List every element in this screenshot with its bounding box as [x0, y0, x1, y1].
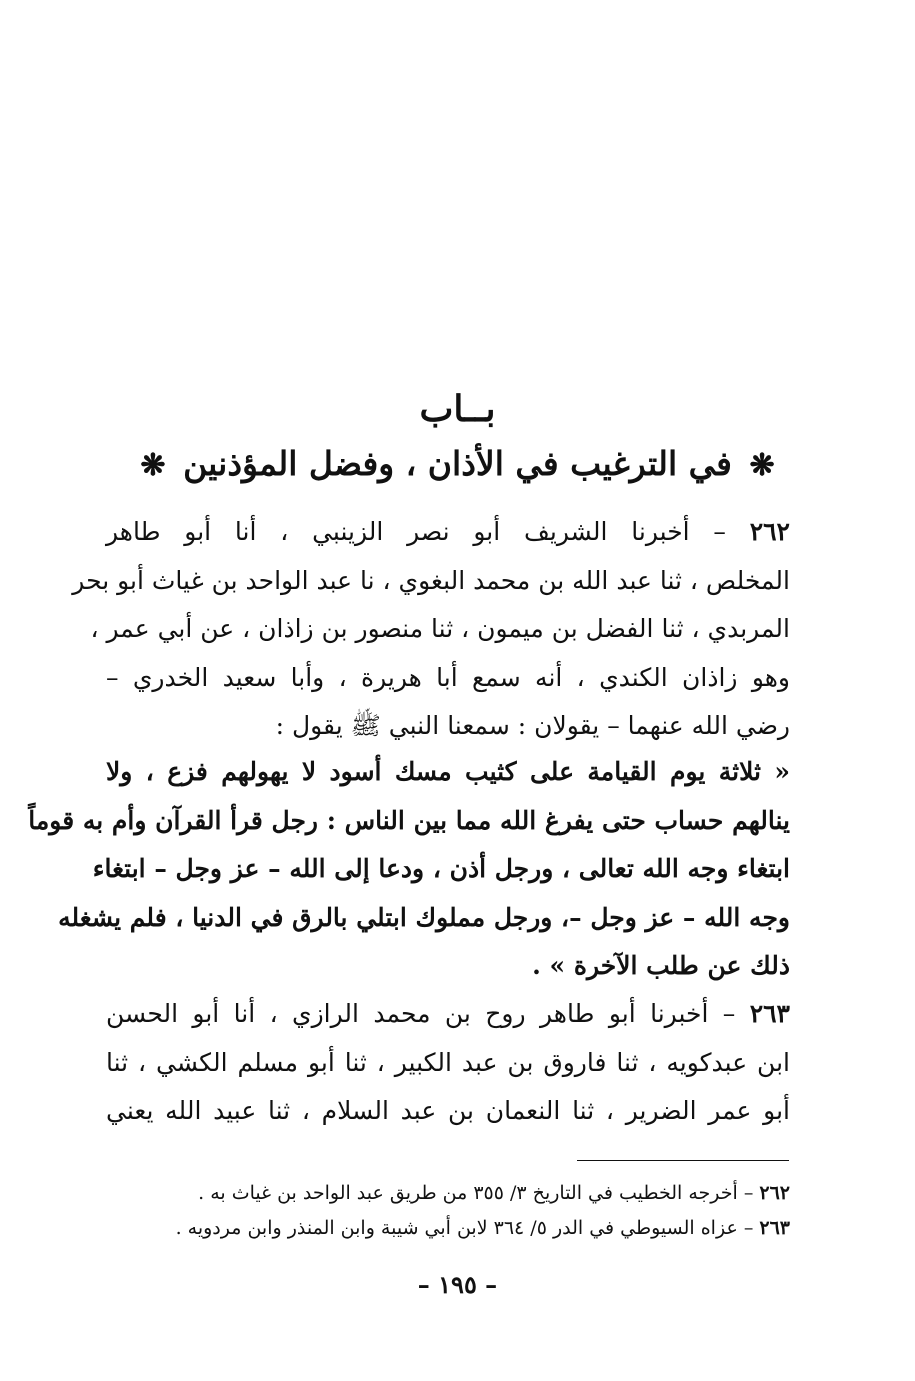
text-line: وجه الله – عز وجل –، ورجل مملوك ابتلي بالرق في الدنيا ، فلم يشغله — [58, 902, 790, 932]
footnote — [80, 1176, 790, 1211]
text-line: ابتغاء وجه الله تعالى ، ورجل أذن ، ودعا إلى الله – عز وجل – ابتغاء — [92, 854, 790, 883]
chapter-title — [0, 444, 915, 483]
text-line: رضي الله عنهما – يقولان : سمعنا النبي ﷺ يقول : — [275, 711, 790, 740]
text-line: ذلك عن طلب الآخرة » . — [532, 951, 790, 980]
text-line: ٢٦٢ – أخبرنا الشريف أبو نصر الزينبي ، أنا أبو طاهر — [106, 517, 790, 546]
footnote-divider — [577, 1160, 789, 1161]
chapter-title-text: في الترغيب في الأذان ، وفضل المؤذنين — [183, 444, 732, 483]
footnote-number: ٢٦٣ — [759, 1217, 790, 1239]
chapter-label: بــاب — [419, 388, 496, 430]
hadith-263-isnad — [106, 990, 790, 1136]
footnote-text: – عزاه السيوطي في الدر ٥/ ٣٦٤ لابن أبي شيبة وابن المنذر وابن مردويه . — [175, 1217, 754, 1239]
footnote — [80, 1211, 790, 1246]
text-line: وهو زاذان الكندي ، أنه سمع أبا هريرة ، وأبا سعيد الخدري – — [106, 662, 790, 692]
text-line: المربدي ، ثنا الفضل بن ميمون ، ثنا منصور بن زاذان ، عن أبي عمر ، — [90, 614, 790, 643]
star-ornament-icon: ❋ — [749, 448, 775, 483]
hadith-number: ٢٦٣ — [749, 999, 790, 1028]
hadith-262-text — [28, 748, 790, 991]
footnote-text: – أخرجه الخطيب في التاريخ ٣/ ٣٥٥ من طريق عبد الواحد بن غياث به . — [198, 1182, 754, 1204]
hadith-number: ٢٦٢ — [749, 517, 790, 546]
text-line: ٢٦٣ – أخبرنا أبو طاهر روح بن محمد الرازي ، أنا أبو الحسن — [106, 999, 790, 1028]
footnotes — [80, 1176, 790, 1246]
text-line: « ثلاثة يوم القيامة على كثيب مسك أسود لا يهولهم فزع ، ولا — [106, 757, 790, 786]
text-line: المخلص ، ثنا عبد الله بن محمد البغوي ، نا عبد الواحد بن غياث أبو بحر — [72, 565, 790, 595]
text-line: ينالهم حساب حتى يفرغ الله مما بين الناس : رجل قرأ القرآن وأم به قوماً — [28, 805, 790, 835]
hadith-262-isnad — [72, 508, 790, 751]
star-ornament-icon: ❋ — [140, 448, 166, 483]
footnote-number: ٢٦٢ — [759, 1182, 790, 1204]
text-line: ابن عبدكويه ، ثنا فاروق بن عبد الكبير ، ثنا أبو مسلم الكشي ، ثنا — [106, 1047, 790, 1077]
text-line: أبو عمر الضرير ، ثنا النعمان بن عبد السلام ، ثنا عبيد الله يعني — [106, 1096, 790, 1125]
page-number: – ١٩٥ – — [417, 1270, 498, 1299]
